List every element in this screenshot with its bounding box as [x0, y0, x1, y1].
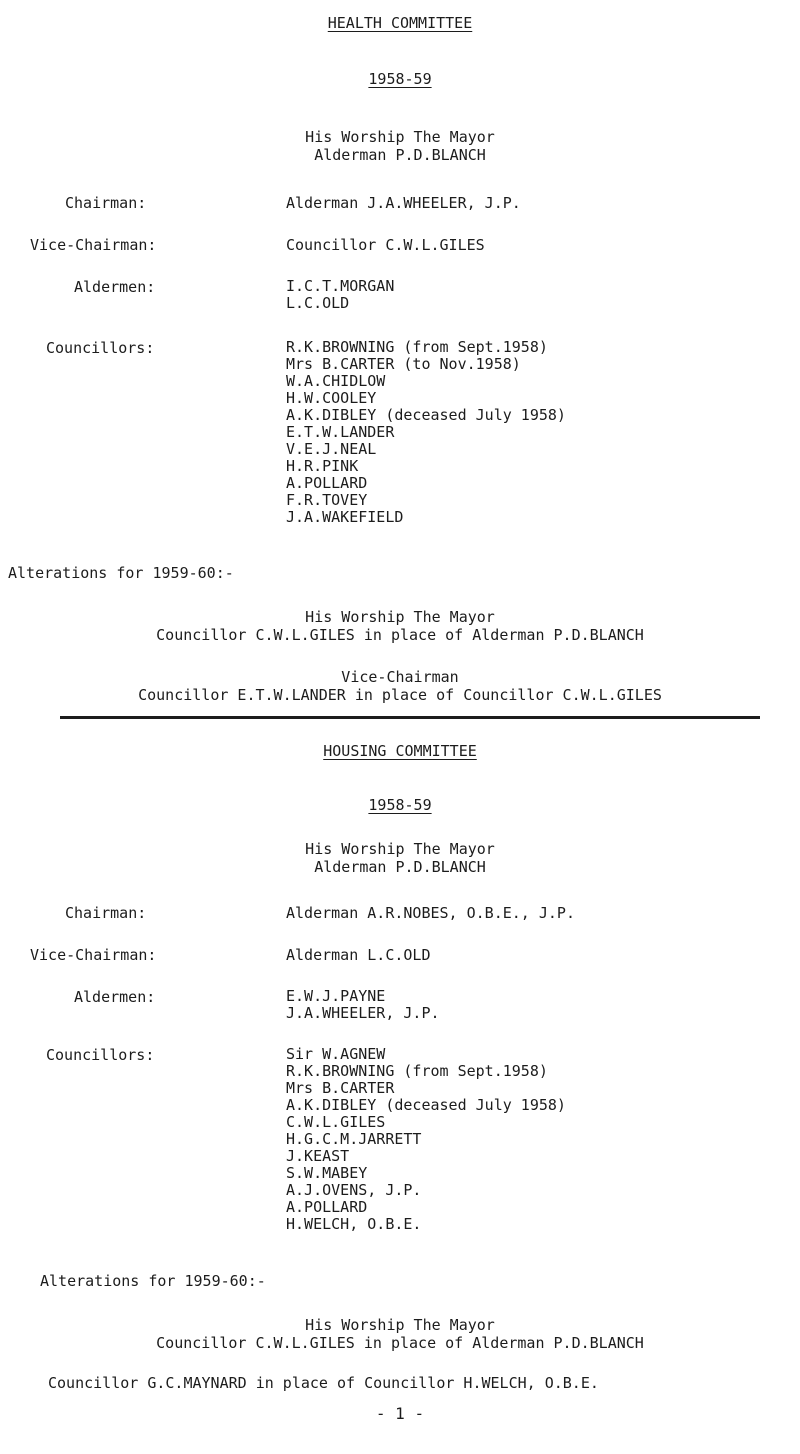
housing-councillor-item: H.G.C.M.JARRETT	[286, 1130, 422, 1148]
health-alterations-label: Alterations for 1959-60:-	[8, 564, 234, 582]
housing-alt-mayor-text: Councillor C.W.L.GILES in place of Alderman P.D.BLANCH	[156, 1334, 644, 1352]
health-councillor-item: J.A.WAKEFIELD	[286, 508, 404, 526]
health-aldermen-label: Aldermen:	[74, 278, 156, 296]
housing-alt-other-text: Councillor G.C.MAYNARD in place of Councillor H.WELCH, O.B.E.	[48, 1374, 599, 1392]
health-mayor-line2: Alderman P.D.BLANCH	[314, 146, 486, 164]
health-councillor-item: H.R.PINK	[286, 457, 359, 475]
housing-alt-mayor-heading: His Worship The Mayor	[305, 1316, 495, 1334]
housing-aldermen-label: Aldermen:	[74, 988, 156, 1006]
housing-chairman-label: Chairman:	[65, 904, 147, 922]
health-alderman-item: I.C.T.MORGAN	[286, 277, 395, 295]
housing-chairman-value: Alderman A.R.NOBES, O.B.E., J.P.	[286, 904, 575, 922]
housing-councillor-item: R.K.BROWNING (from Sept.1958)	[286, 1062, 548, 1080]
housing-councillors-list	[286, 1046, 566, 1233]
health-councillors-list	[286, 339, 566, 526]
health-councillor-item: A.K.DIBLEY (deceased July 1958)	[286, 406, 566, 424]
housing-councillor-item: A.POLLARD	[286, 1198, 368, 1216]
housing-councillor-item: S.W.MABEY	[286, 1164, 368, 1182]
health-committee-title: HEALTH COMMITTEE	[327, 14, 473, 32]
housing-alterations-label: Alterations for 1959-60:-	[40, 1272, 266, 1290]
housing-alderman-item: J.A.WHEELER, J.P.	[286, 1004, 440, 1022]
health-alt-vice-text: Councillor E.T.W.LANDER in place of Councillor C.W.L.GILES	[138, 686, 662, 704]
health-aldermen-list	[286, 278, 394, 312]
health-committee-year: 1958-59	[368, 70, 432, 88]
housing-alderman-item: E.W.J.PAYNE	[286, 987, 386, 1005]
housing-councillor-item: Sir W.AGNEW	[286, 1045, 386, 1063]
housing-councillor-item: A.J.OVENS, J.P.	[286, 1181, 422, 1199]
health-vice-chairman-label: Vice-Chairman:	[30, 236, 157, 254]
housing-councillor-item: C.W.L.GILES	[286, 1113, 386, 1131]
housing-mayor-line1: His Worship The Mayor	[305, 840, 495, 858]
health-vice-chairman-value: Councillor C.W.L.GILES	[286, 236, 485, 254]
housing-mayor-line2: Alderman P.D.BLANCH	[314, 858, 486, 876]
health-mayor-line1: His Worship The Mayor	[305, 128, 495, 146]
housing-committee-title: HOUSING COMMITTEE	[323, 742, 477, 760]
health-alderman-item: L.C.OLD	[286, 294, 350, 312]
health-chairman-label: Chairman:	[65, 194, 147, 212]
health-alt-mayor-heading: His Worship The Mayor	[305, 608, 495, 626]
health-councillor-item: H.W.COOLEY	[286, 389, 377, 407]
health-councillor-item: F.R.TOVEY	[286, 491, 368, 509]
health-alt-vice-heading: Vice-Chairman	[341, 668, 459, 686]
housing-councillors-label: Councillors:	[46, 1046, 155, 1064]
page-number: - 1 -	[375, 1404, 425, 1423]
health-chairman-value: Alderman J.A.WHEELER, J.P.	[286, 194, 521, 212]
housing-councillor-item: H.WELCH, O.B.E.	[286, 1215, 422, 1233]
section-divider	[60, 716, 760, 719]
housing-vice-chairman-value: Alderman L.C.OLD	[286, 946, 431, 964]
health-alt-mayor-text: Councillor C.W.L.GILES in place of Alderman P.D.BLANCH	[156, 626, 644, 644]
health-councillor-item: A.POLLARD	[286, 474, 368, 492]
housing-councillor-item: Mrs B.CARTER	[286, 1079, 395, 1097]
health-councillor-item: W.A.CHIDLOW	[286, 372, 386, 390]
health-councillors-label: Councillors:	[46, 339, 155, 357]
health-councillor-item: E.T.W.LANDER	[286, 423, 395, 441]
housing-councillor-item: J.KEAST	[286, 1147, 350, 1165]
housing-councillor-item: A.K.DIBLEY (deceased July 1958)	[286, 1096, 566, 1114]
housing-aldermen-list	[286, 988, 440, 1022]
health-councillor-item: Mrs B.CARTER (to Nov.1958)	[286, 355, 521, 373]
housing-committee-year: 1958-59	[368, 796, 432, 814]
health-councillor-item: V.E.J.NEAL	[286, 440, 377, 458]
health-councillor-item: R.K.BROWNING (from Sept.1958)	[286, 338, 548, 356]
housing-vice-chairman-label: Vice-Chairman:	[30, 946, 157, 964]
